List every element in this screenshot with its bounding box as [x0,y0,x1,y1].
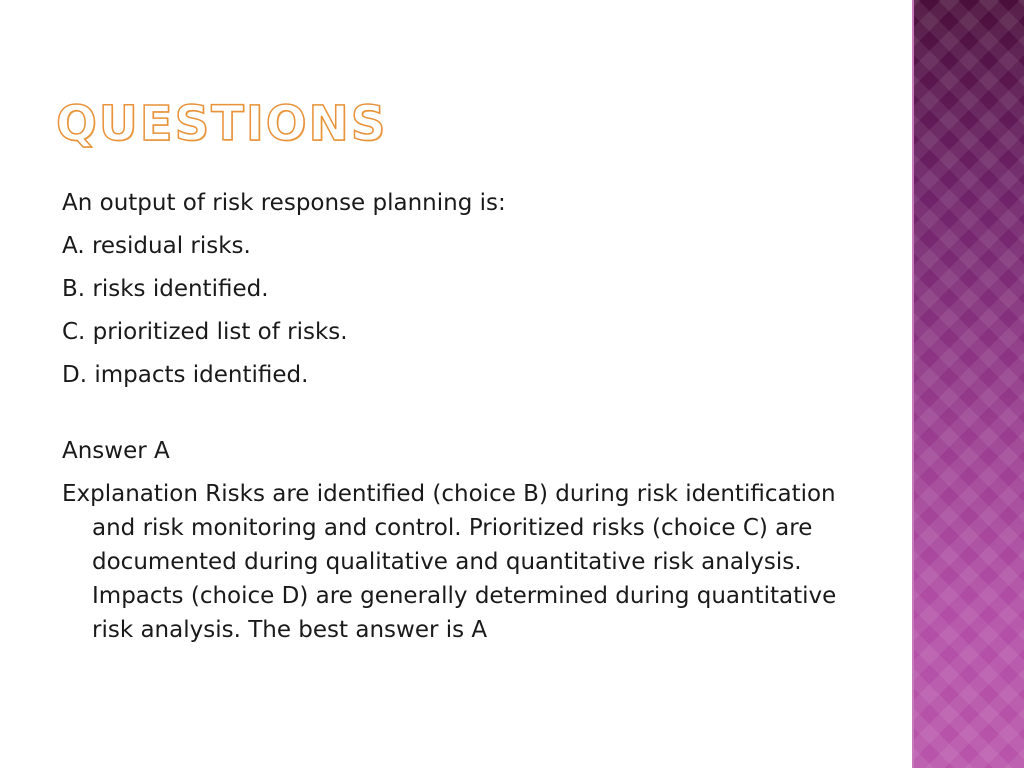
option-b: B. risks identified. [62,276,269,302]
slide-title: QUESTIONS [56,96,388,152]
option-a: A. residual risks. [62,233,251,259]
answer-text: Answer A [62,438,170,464]
option-d: D. impacts identified. [62,362,309,388]
slide-body [62,186,852,656]
option-c: C. prioritized list of risks. [62,319,348,345]
decorative-side-band [912,0,1024,768]
explanation-text: Explanation Risks are identified (choice B) during risk identification and risk monitoring and control. Prioritized risks (choice C) are documented during qualitative and quantitative risk analysis. Impacts (choice D) are generally determined during quantitative risk analysis. The best answer is A [62,481,837,643]
question-text: An output of risk response planning is: [62,190,506,216]
